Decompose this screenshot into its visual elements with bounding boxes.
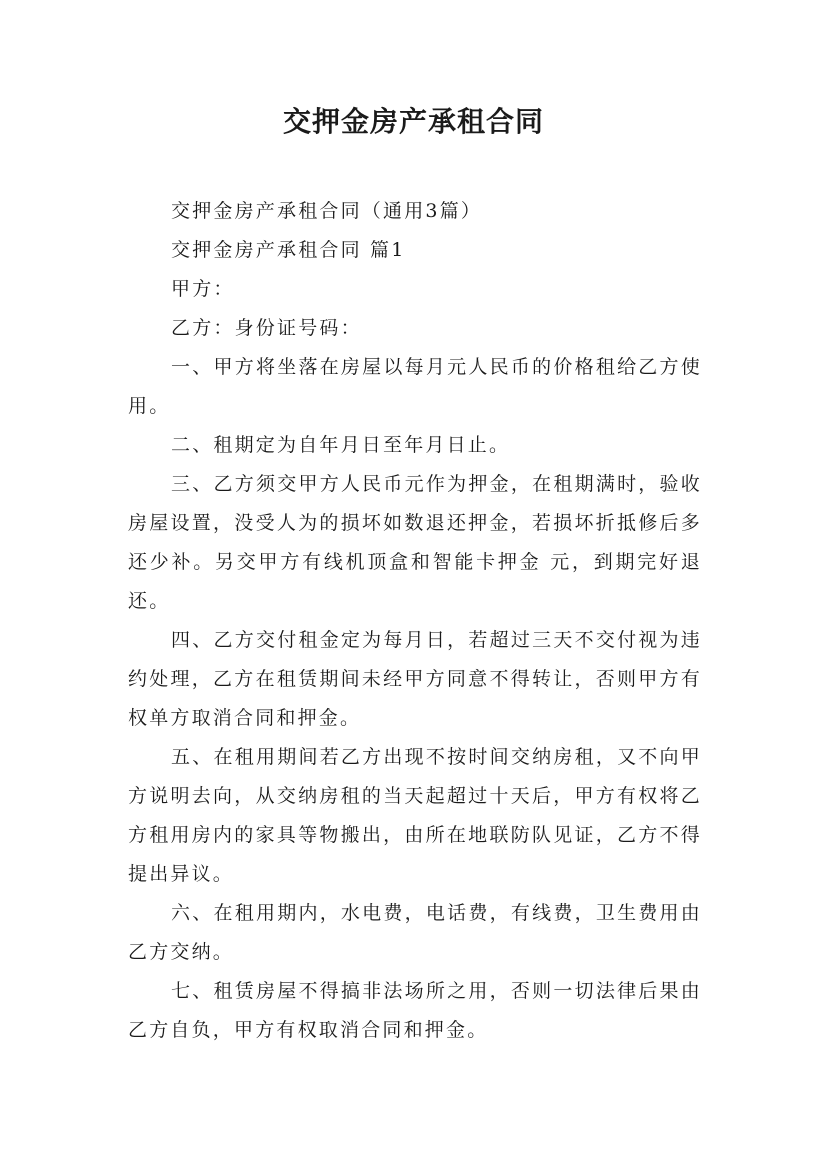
document-body xyxy=(128,192,702,1050)
paragraph-section-heading: 交押金房产承租合同 篇1 xyxy=(171,239,406,261)
paragraph-subtitle: 交押金房产承租合同（通用3篇） xyxy=(171,200,483,222)
paragraph-clause-3: 三、乙方须交甲方人民币元作为押金，在租期满时，验收房屋设置，没受人为的损坏如数退还押金，若损坏折抵修后多还少补。另交甲方有线机顶盒和智能卡押金 元，到期完好退还。 xyxy=(128,473,702,612)
paragraph-clause-6: 六、在租用期内，水电费，电话费，有线费，卫生费用由乙方交纳。 xyxy=(128,902,702,963)
paragraph-clause-2: 二、租期定为自年月日至年月日止。 xyxy=(171,434,511,456)
paragraph-party-b: 乙方：身份证号码： xyxy=(171,317,362,339)
paragraph-clause-5: 五、在租用期间若乙方出现不按时间交纳房租，又不向甲方说明去向，从交纳房租的当天起超过十天后，甲方有权将乙方租用房内的家具等物搬出，由所在地联防队见证，乙方不得提出异议。 xyxy=(128,746,702,885)
paragraph-party-a: 甲方： xyxy=(171,278,235,300)
paragraph-clause-4: 四、乙方交付租金定为每月日，若超过三天不交付视为违约处理，乙方在租赁期间未经甲方同意不得转让，否则甲方有权单方取消合同和押金。 xyxy=(128,629,702,729)
paragraph-clause-1: 一、甲方将坐落在房屋以每月元人民币的价格租给乙方使用。 xyxy=(128,356,702,417)
paragraph-clause-7: 七、租赁房屋不得搞非法场所之用，否则一切法律后果由乙方自负，甲方有权取消合同和押金。 xyxy=(128,980,702,1041)
document-title: 交押金房产承租合同 xyxy=(282,105,544,138)
